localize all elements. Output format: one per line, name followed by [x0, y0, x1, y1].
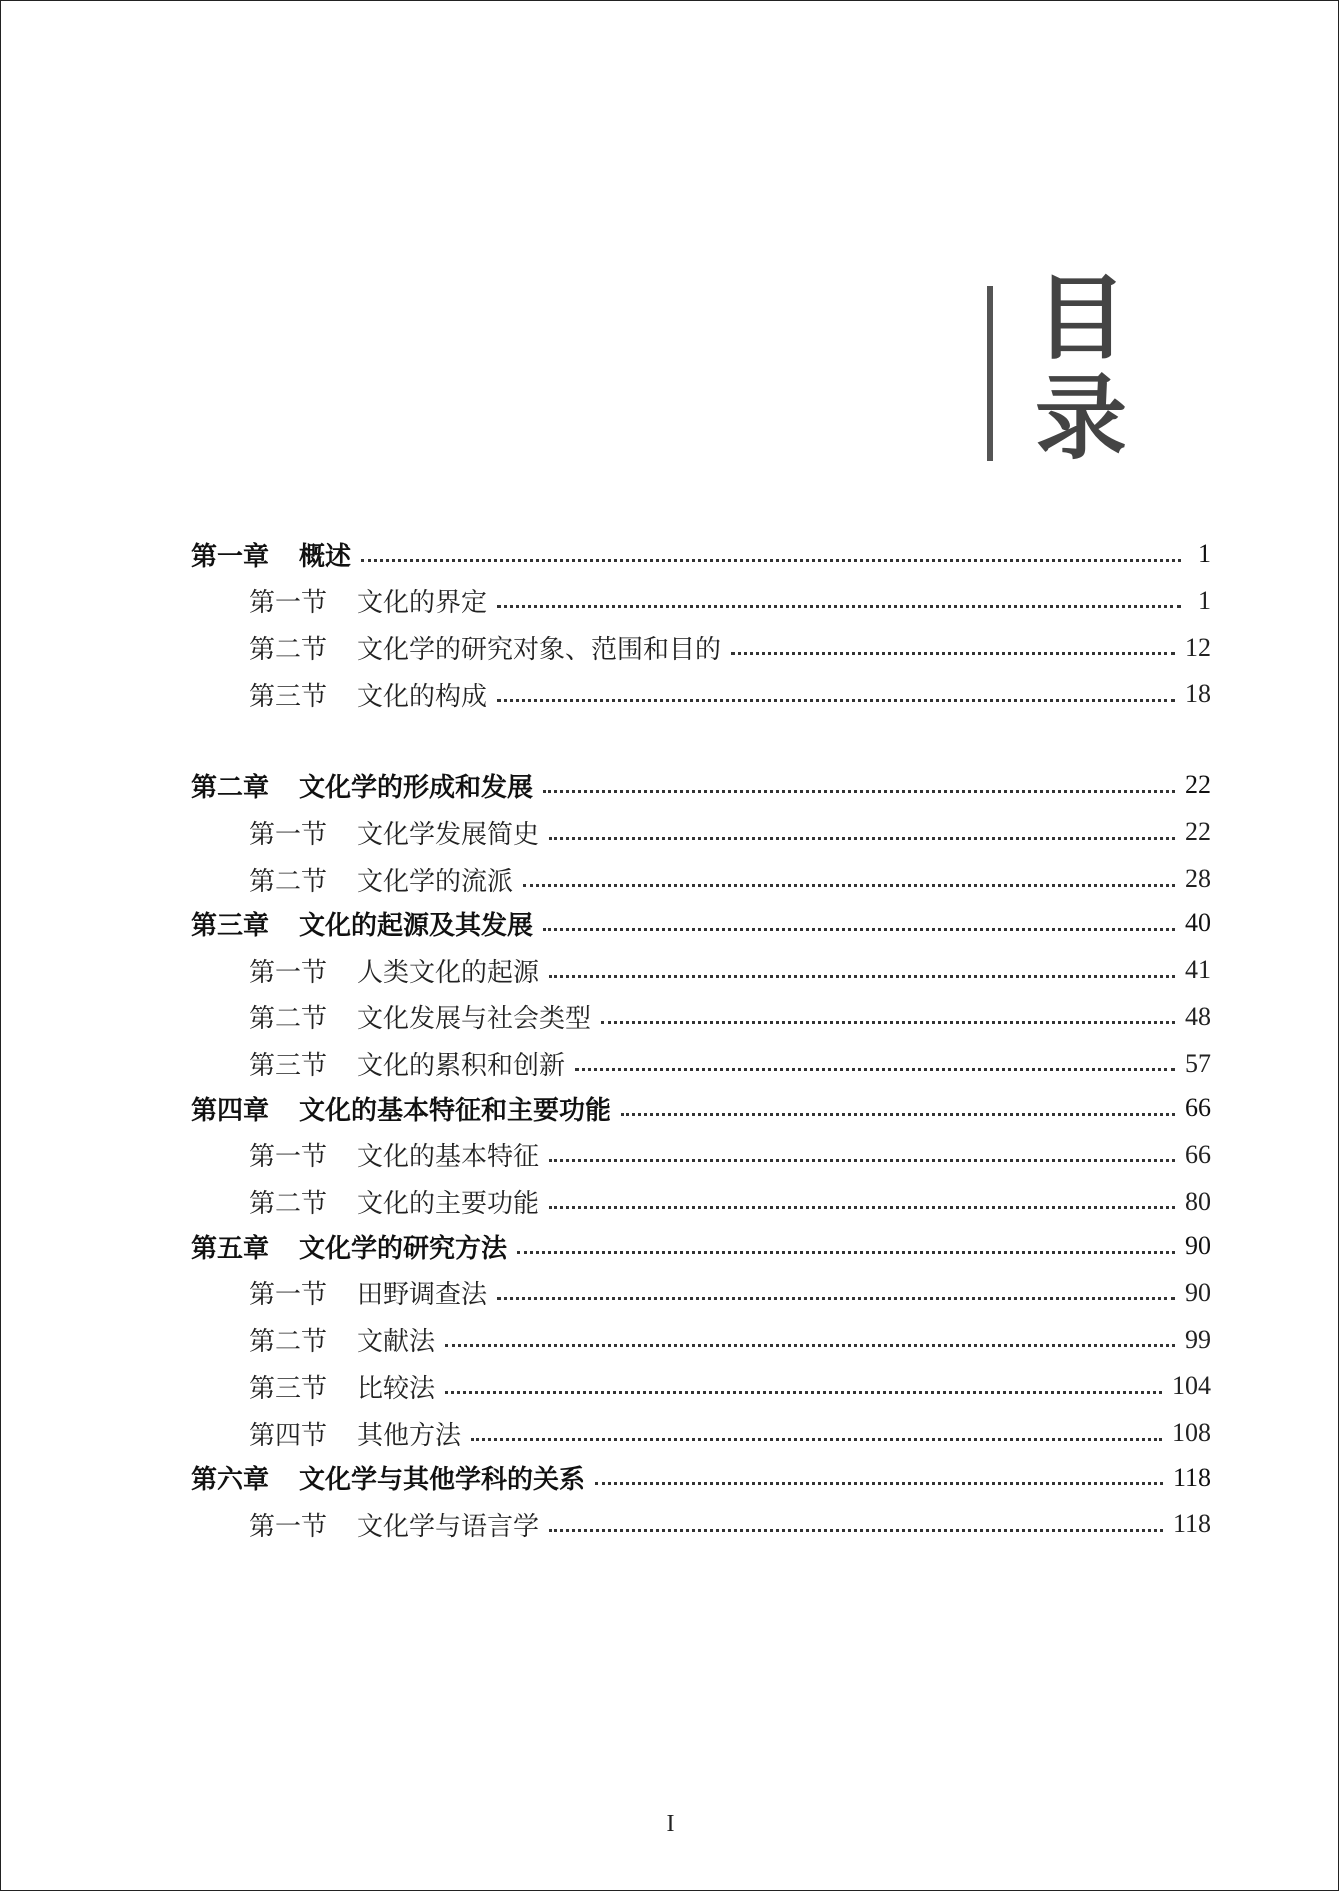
- toc-entry-title: 文化的累积和创新: [357, 1051, 566, 1082]
- toc-entry-label: 第一节: [249, 588, 328, 619]
- toc-section-entry[interactable]: [249, 674, 1211, 714]
- toc-title-line-2: 录: [1034, 365, 1127, 472]
- toc-entry-label: 第三章: [191, 910, 270, 941]
- toc-entry-title: 文化学的研究方法: [299, 1233, 508, 1264]
- toc-entry-label: 第三节: [249, 1373, 328, 1404]
- dot-leader: [549, 837, 1175, 840]
- toc-entry-label: 第二节: [249, 1004, 328, 1035]
- toc-entry-label: 第三节: [249, 681, 328, 712]
- toc-chapter-entry[interactable]: [191, 1088, 1211, 1128]
- toc-entry-page: 28: [1185, 864, 1211, 894]
- toc-entry-label: 第三节: [249, 1051, 328, 1082]
- dot-leader: [445, 1344, 1175, 1347]
- toc-chapter-entry[interactable]: [191, 1226, 1211, 1266]
- toc-entry-title: 文化学发展简史: [357, 819, 540, 850]
- toc-entry-page: 22: [1185, 770, 1211, 800]
- toc-section-entry[interactable]: [249, 1135, 1211, 1175]
- toc-entry-label: 第二节: [249, 1327, 328, 1358]
- dot-leader: [445, 1391, 1162, 1394]
- dot-leader: [549, 1159, 1175, 1162]
- toc-entry-page: 90: [1185, 1231, 1211, 1261]
- toc-section-entry[interactable]: [249, 628, 1211, 668]
- toc-entry-label: 第一章: [191, 541, 270, 572]
- toc-entry-page: 18: [1185, 679, 1211, 709]
- toc-entry-page: 12: [1185, 632, 1211, 662]
- toc-section-entry[interactable]: [249, 1044, 1211, 1084]
- dot-leader: [361, 559, 1181, 562]
- toc-entry-page: 66: [1185, 1139, 1211, 1169]
- dot-leader: [543, 790, 1175, 793]
- toc-entry-page: 1: [1198, 539, 1211, 568]
- toc-entry-page: 108: [1172, 1418, 1211, 1448]
- toc-section-entry[interactable]: [249, 950, 1211, 990]
- toc-entry-title: 概述: [299, 541, 352, 572]
- dot-leader: [549, 1206, 1175, 1209]
- toc-entry-page: 104: [1172, 1371, 1211, 1401]
- toc-entry-page: 118: [1172, 1462, 1211, 1492]
- toc-entry-title: 田野调查法: [357, 1280, 488, 1311]
- toc-chapter-entry[interactable]: [191, 765, 1211, 805]
- dot-leader: [601, 1021, 1175, 1024]
- toc-entry-page: 66: [1185, 1093, 1211, 1123]
- dot-leader: [549, 975, 1175, 978]
- toc-entry-title: 文化的界定: [357, 588, 488, 619]
- toc-entry-title: 文化学的研究对象、范围和目的: [357, 635, 722, 666]
- toc-title: [1026, 265, 1136, 472]
- toc-entry-title: 文化学的流派: [357, 866, 514, 897]
- toc-entry-label: 第一节: [249, 957, 328, 988]
- toc-entry-title: 文化学的形成和发展: [299, 772, 534, 803]
- toc-entry-title: 文化的基本特征和主要功能: [299, 1095, 612, 1126]
- toc-entry-title: 文化的基本特征: [357, 1142, 540, 1173]
- toc-entry-label: 第一节: [249, 1280, 328, 1311]
- toc-chapter-entry[interactable]: [191, 1458, 1211, 1498]
- toc-entry-title: 其他方法: [357, 1420, 462, 1451]
- toc-entry-page: 22: [1185, 817, 1211, 847]
- toc-entry-page: 40: [1185, 908, 1211, 938]
- toc-section-entry[interactable]: [249, 1273, 1211, 1313]
- dot-leader: [731, 652, 1175, 655]
- toc-entry-page: 118: [1172, 1509, 1211, 1539]
- toc-entry-page: 1: [1198, 585, 1211, 615]
- dot-leader: [497, 1297, 1175, 1300]
- toc-entry-label: 第二节: [249, 635, 328, 666]
- dot-leader: [543, 928, 1175, 931]
- toc-entry-title: 文化的构成: [357, 681, 488, 712]
- toc-entry-label: 第五章: [191, 1233, 270, 1264]
- toc-entry-label: 第四章: [191, 1095, 270, 1126]
- toc-entry-title: 文化的主要功能: [357, 1189, 540, 1220]
- toc-section-entry[interactable]: [249, 997, 1211, 1037]
- toc-section-entry[interactable]: [249, 581, 1211, 621]
- toc-entry-label: 第一节: [249, 1142, 328, 1173]
- toc-entry-label: 第六章: [191, 1465, 270, 1496]
- toc-entry-label: 第二节: [249, 1189, 328, 1220]
- toc-chapter-entry[interactable]: [191, 903, 1211, 943]
- dot-leader: [497, 699, 1175, 702]
- toc-section-entry[interactable]: [249, 1182, 1211, 1222]
- toc-entry-label: 第二章: [191, 772, 270, 803]
- toc-entry-title: 人类文化的起源: [357, 957, 540, 988]
- dot-leader: [497, 605, 1181, 608]
- title-bar-divider: [987, 286, 993, 461]
- toc-entry-label: 第一节: [249, 1511, 328, 1542]
- toc-entry-title: 比较法: [357, 1373, 436, 1404]
- dot-leader: [575, 1068, 1175, 1071]
- toc-title-line-1: 目: [1034, 265, 1127, 372]
- toc-section-entry[interactable]: [249, 859, 1211, 899]
- toc-entry-label: 第一节: [249, 819, 328, 850]
- toc-entry-page: 99: [1185, 1324, 1211, 1354]
- toc-entry-page: 57: [1185, 1048, 1211, 1078]
- toc-section-entry[interactable]: [249, 1320, 1211, 1360]
- toc-entry-label: 第二节: [249, 866, 328, 897]
- toc-entry-page: 41: [1185, 955, 1211, 985]
- toc-entry-page: 48: [1185, 1001, 1211, 1031]
- toc-entry-page: 90: [1185, 1277, 1211, 1307]
- toc-section-entry[interactable]: [249, 1413, 1211, 1453]
- toc-entry-title: 文化学与语言学: [357, 1511, 540, 1542]
- page-number-folio: I: [666, 1811, 675, 1837]
- toc-entry-title: 文化的起源及其发展: [299, 910, 534, 941]
- toc-entry-title: 文献法: [357, 1327, 436, 1358]
- dot-leader: [595, 1482, 1163, 1485]
- dot-leader: [517, 1251, 1175, 1254]
- toc-entry-title: 文化学与其他学科的关系: [299, 1465, 586, 1496]
- toc-chapter-entry[interactable]: [191, 534, 1211, 574]
- toc-section-entry[interactable]: [249, 812, 1211, 852]
- toc-entry-title: 文化发展与社会类型: [357, 1004, 592, 1035]
- dot-leader: [621, 1113, 1175, 1116]
- toc-entry-page: 80: [1185, 1186, 1211, 1216]
- toc-entry-label: 第四节: [249, 1420, 328, 1451]
- dot-leader: [523, 884, 1175, 887]
- toc-section-entry[interactable]: [249, 1366, 1211, 1406]
- dot-leader: [471, 1438, 1162, 1441]
- dot-leader: [549, 1529, 1163, 1532]
- toc-section-entry[interactable]: [249, 1504, 1211, 1544]
